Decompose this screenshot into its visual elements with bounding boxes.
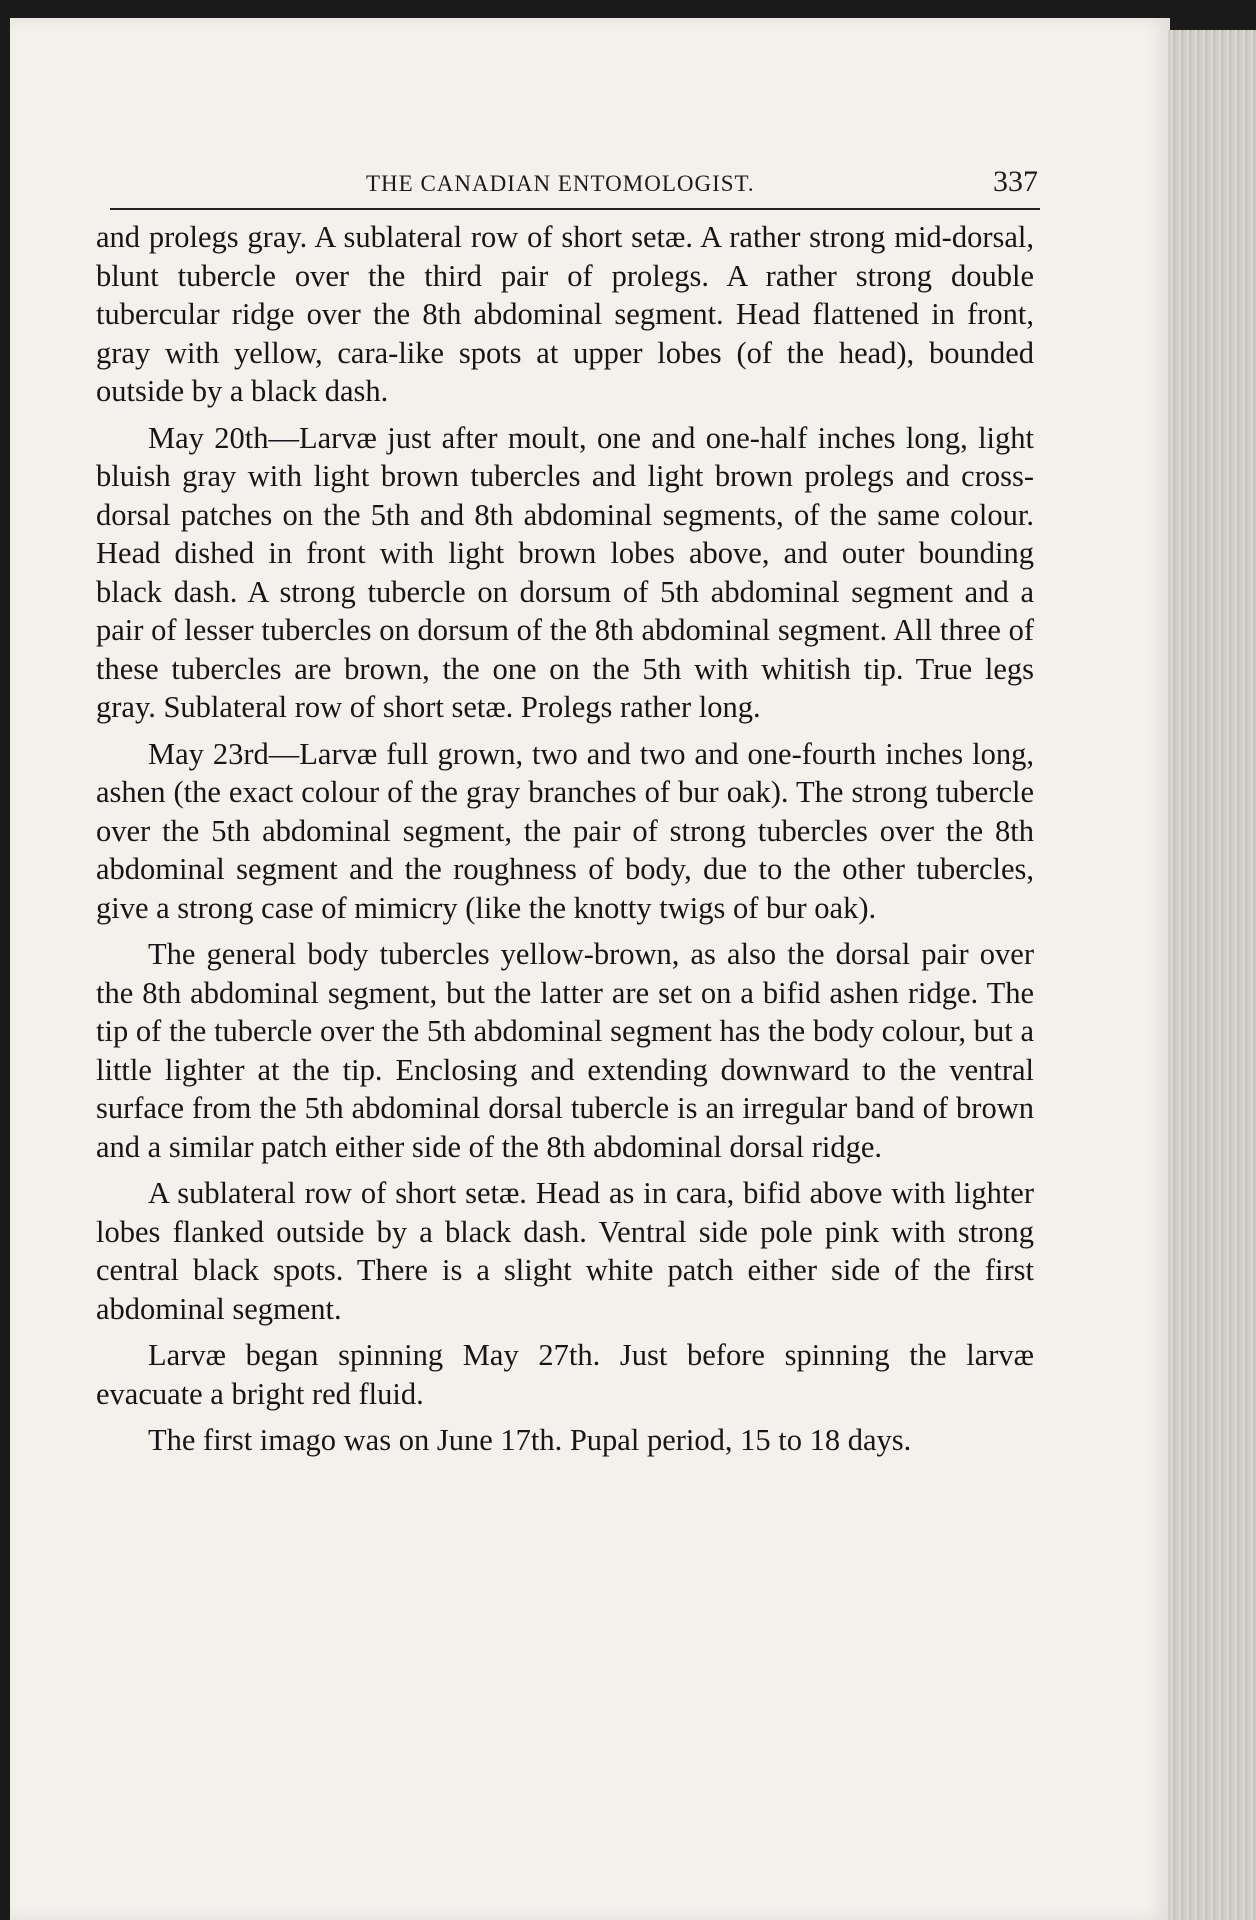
body-text	[96, 218, 1034, 1468]
page-number: 337	[993, 165, 1038, 198]
header-rule	[110, 208, 1040, 210]
paragraph-setae: A sublateral row of short setæ. Head as in cara, bifid above with lighter lobes flanked outside by a black dash. Ventral side pole pink with strong central black spots. There is a slight white patch either side of the first abdominal segment.	[96, 1176, 1034, 1326]
running-title: THE CANADIAN ENTOMOLOGIST.	[366, 171, 755, 196]
paragraph-continued: and prolegs gray. A sublateral row of short setæ. A rather strong mid-dorsal, blunt tubercle over the third pair of prolegs. A rather strong double tubercular ridge over the 8th abdominal segment. Head flattened in front, gray with yellow, cara-like spots at upper lobes (of the head), bounded outside by a black dash.	[96, 220, 1034, 408]
page-edges	[1168, 30, 1256, 1920]
running-head	[108, 163, 1038, 203]
paragraph-imago: The first imago was on June 17th. Pupal period, 15 to 18 days.	[148, 1423, 912, 1457]
paragraph-spinning: Larvæ began spinning May 27th. Just before spinning the larvæ evacuate a bright red fluid.	[96, 1338, 1034, 1411]
paragraph-may-23: May 23rd—Larvæ full grown, two and two and one-fourth inches long, ashen (the exact colour of the gray branches of bur oak). The strong tubercle over the 5th abdominal segment, the pair of strong tubercles over the 8th abdominal segment and the roughness of body, due to the other tubercles, give a strong case of mimicry (like the knotty twigs of bur oak).	[96, 736, 1034, 925]
paragraph-may-20: May 20th—Larvæ just after moult, one and one-half inches long, light bluish gray with light brown tubercles and light brown prolegs and cross-dorsal patches on the 5th and 8th abdominal segments, of the same colour. Head dished in front with light brown lobes above, and outer bounding black dash. A strong tubercle on dorsum of 5th abdominal segment and a pair of lesser tubercles on dorsum of the 8th abdominal segment. All three of these tubercles are brown, the one on the 5th with whitish tip. True legs gray. Sublateral row of short setæ. Prolegs rather long.	[96, 420, 1034, 724]
paragraph-tubercles: The general body tubercles yellow-brown, as also the dorsal pair over the 8th abdominal segment, but the latter are set on a bifid ashen ridge. The tip of the tubercle over the 5th abdominal segment has the body colour, but a little lighter at the tip. Enclosing and extending downward to the ventral surface from the 5th abdominal dorsal tubercle is an irregular band of brown and a similar patch either side of the 8th abdominal dorsal ridge.	[96, 937, 1034, 1164]
